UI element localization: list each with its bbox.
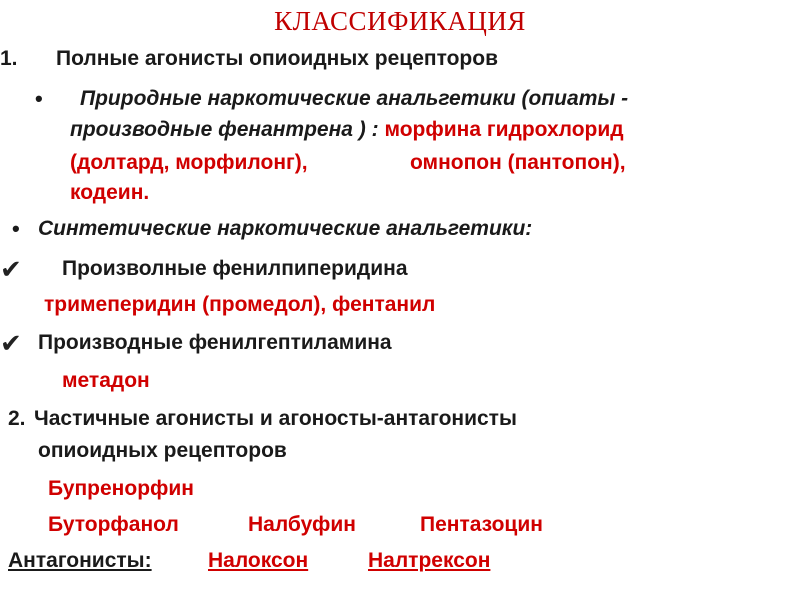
synthetic-heading: Синтетические наркотические анальгетики: [38,217,533,240]
group1-drugs: тримеперидин (промедол), фентанил [44,293,436,316]
drug-naloxone: Налоксон [208,549,309,572]
natural-line1: Природные наркотические анальгетики (опиаты - [80,87,629,110]
natural-line3a: (долтард, морфилонг), [70,151,308,174]
natural-line2: производные фенантрена ) : морфина гидрохлорид [70,118,624,141]
group1-heading: Произволные фенилпиперидина [62,257,408,280]
section2-heading-line2: опиоидных рецепторов [38,439,287,462]
antagonists-label: Антагонисты: [8,549,152,572]
natural-line4: кодеин. [70,181,150,204]
section1-heading: Полные агонисты опиоидных рецепторов [56,47,498,70]
drug-nalbuphine: Налбуфин [248,513,356,536]
drug-pentazocine: Пентазоцин [420,513,543,536]
bullet-natural: • [35,86,43,111]
group2-heading: Производные фенилгептиламина [38,331,392,354]
drug-butorphanol: Буторфанол [48,513,179,536]
section2-heading-line1: Частичные агонисты и агоносты-антагонисты [34,407,517,430]
drug-buprenorphine: Бупренорфин [48,477,194,500]
section2-number: 2. [8,407,26,430]
drug-morphine: морфина гидрохлорид [384,118,624,141]
checkmark-icon: ✔ [0,328,22,358]
drug-naltrexone: Налтрексон [368,549,491,572]
natural-line3b: омнопон (пантопон), [410,151,626,174]
page-title: КЛАССИФИКАЦИЯ [274,6,526,36]
checkmark-icon: ✔ [0,254,22,284]
group2-drugs: метадон [62,369,150,392]
bullet-synthetic: • [12,216,20,241]
section1-number: 1. [0,47,18,70]
